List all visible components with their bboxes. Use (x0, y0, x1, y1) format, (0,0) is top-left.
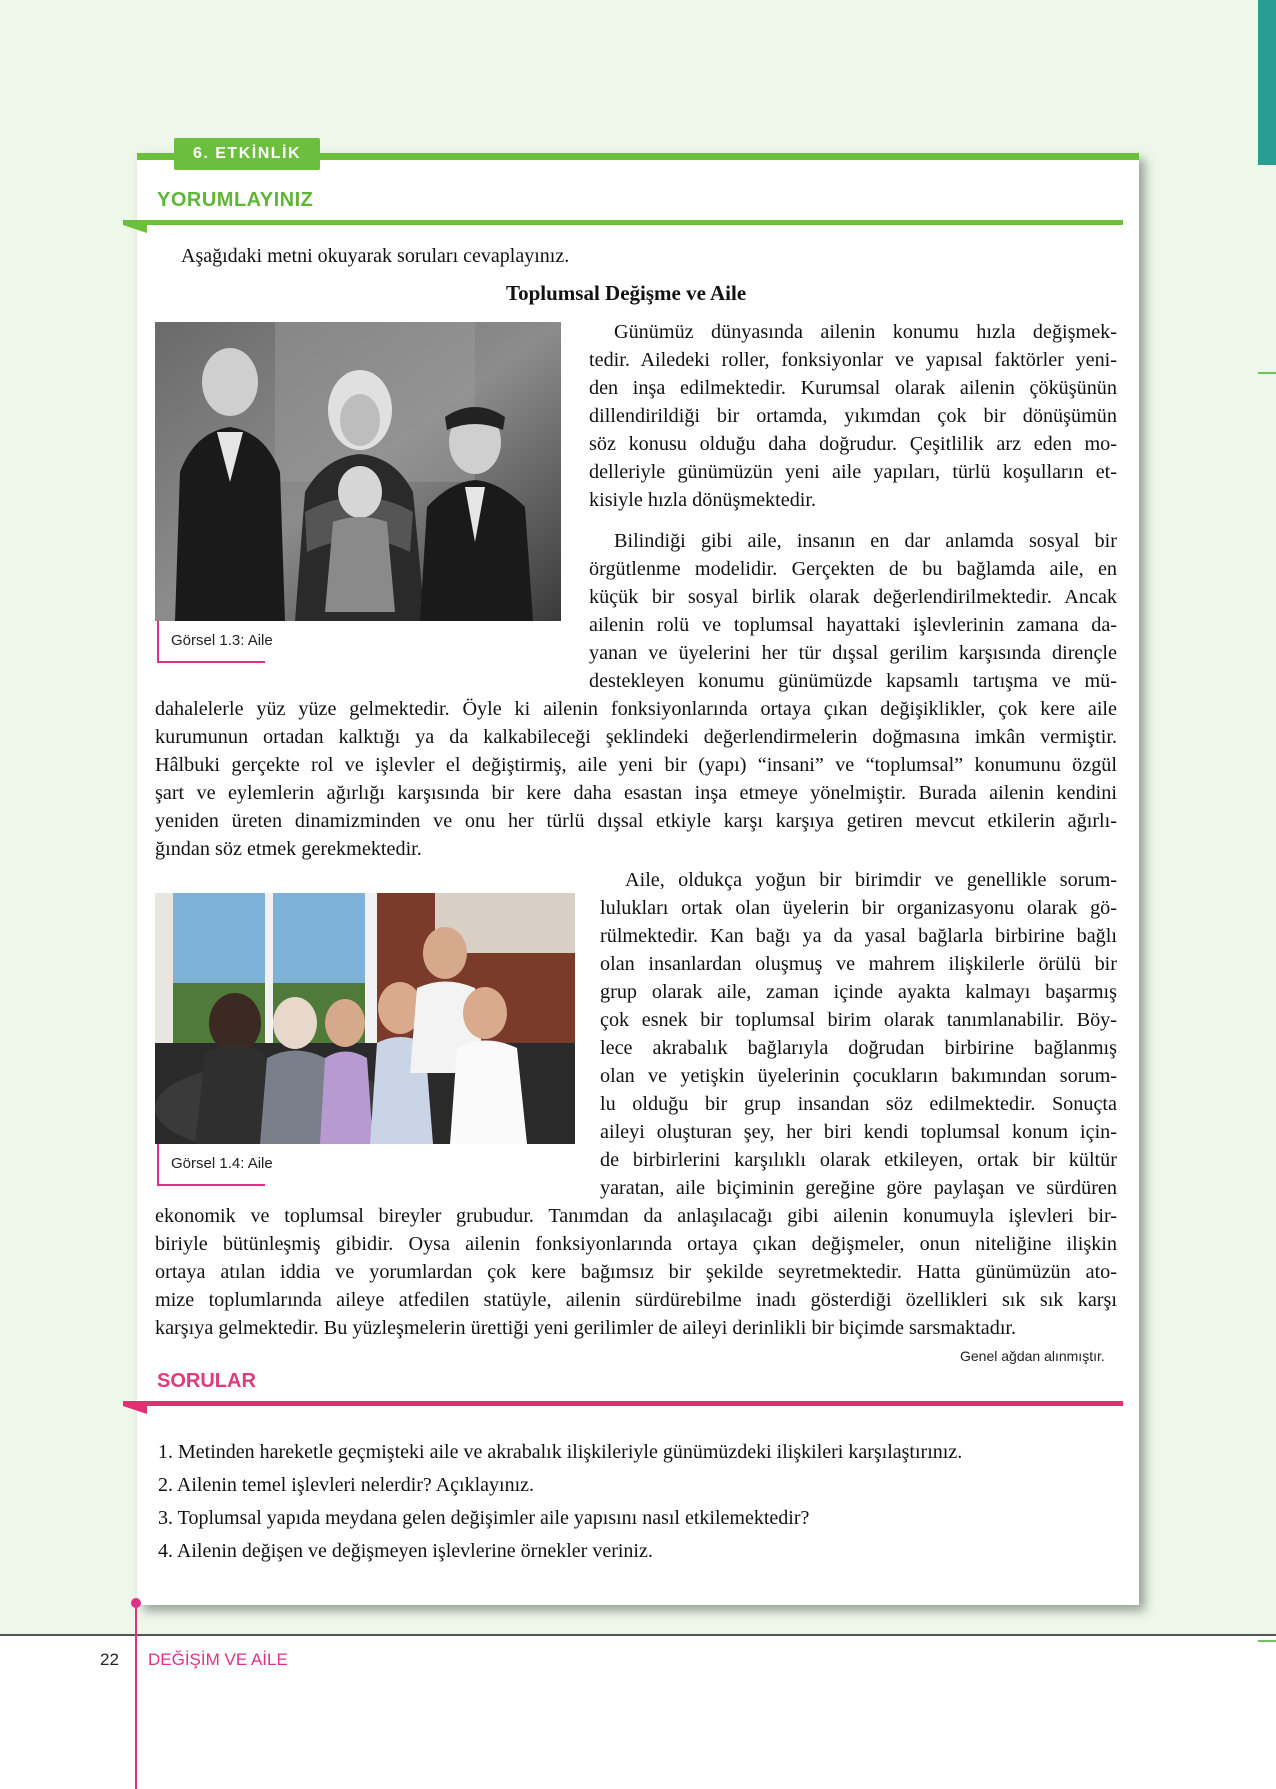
questions-rule (123, 1401, 1123, 1406)
text-line: yanan ve üyelerini her tür dışsal gerilim karşısında dirençle (589, 642, 1117, 664)
family-photo-modern (155, 893, 575, 1144)
text-line: den inşa edilmektedir. Kurumsal olarak ailenin çöküşünün (589, 377, 1117, 399)
photo-caption: Görsel 1.4: Aile (171, 1155, 273, 1172)
family-photo-old (155, 322, 561, 621)
article-title: Toplumsal Değişme ve Aile (506, 281, 747, 305)
activity-tab: 6. ETKİNLİK (174, 138, 320, 170)
text-line: dahalelerle yüz yüze gelmektedir. Öyle ki ailenin fonksiyonlarında ortaya çıkan değişiklikler, çok kere aile (155, 698, 1117, 720)
text-line: tedir. Ailedeki roller, fonksiyonlar ve yapısal faktörler yeni- (589, 349, 1117, 371)
chapter-title: DEĞİŞİM VE AİLE (148, 1650, 288, 1669)
source-note: Genel ağdan alınmıştır. (960, 1348, 1105, 1364)
text-line: ekonomik ve toplumsal bireyler grubudur. Tanımdan da anlaşılacağı gibi ailenin konumuyla işlevleri bir- (155, 1205, 1117, 1227)
text-line: lulukları ortak olan üyelerin bir organizasyonu olarak gö- (600, 897, 1117, 919)
caption-line (157, 661, 265, 663)
text-line: olan insanlardan oluşmuş ve mahrem ilişkilerle örülü bir (600, 953, 1117, 975)
question-item: 3. Toplumsal yapıda meydana gelen değişimler aile yapısını nasıl etkilemektedir? (158, 1507, 810, 1529)
question-item: 2. Ailenin temel işlevleri nelerdir? Açıklayınız. (158, 1474, 534, 1496)
questions-label: SORULAR (157, 1370, 256, 1392)
text-line: Aile, oldukça yoğun bir birimdir ve genellikle sorum- (625, 869, 1117, 891)
text-line: mize toplumlarında aileye atfedilen statüyle, ailenin sürdürebilme inadı gösterdiği özellikleri sık sık karşı (155, 1289, 1117, 1311)
edge-mark (1258, 372, 1276, 374)
text-line: örgütlenme modelidir. Gerçekten de bu bağlamda aile, en (589, 558, 1117, 580)
text-line: yeniden üreten dinamizminden ve onu her türlü dışsal etkiyle karşı karşıya getiren mevcut etkilerin ağırlı- (155, 810, 1117, 832)
text-line: lu olduğu bir grup insandan söz edilmektedir. Sonuçta (600, 1093, 1117, 1115)
text-line: söz konusu olduğu daha doğrudur. Çeşitlilik arz eden mo- (589, 433, 1117, 455)
text-line: ortaya atılan iddia ve yorumlardan çok kere bağımsız bir şekilde seyretmektedir. Hatta günümüzün ato- (155, 1261, 1117, 1283)
text-line: kurumunun ortadan kalktığı ya da kalkabileceği şeklindeki değerlendirmelerin doğmasına imkân vermiştir. (155, 726, 1117, 748)
text-line: dillendirildiği bir ortamda, yıkımdan çok bir dönüşümün (589, 405, 1117, 427)
section-label: YORUMLAYINIZ (157, 189, 314, 211)
question-item: 1. Metinden hareketle geçmişteki aile ve akrabalık ilişkileriyle günümüzdeki ilişkileri karşılaştırınız. (158, 1441, 963, 1463)
text-line: karşıya gelmektedir. Bu yüzleşmelerin ürettiği yeni gerilimler de aileyi derinlikli bir biçimde sarsmaktadır. (155, 1317, 1017, 1339)
text-line: ailenin rolü ve toplumsal hayattaki işlevlerinin zamana da- (589, 614, 1117, 636)
bottom-rule (0, 1634, 1276, 1636)
caption-line (157, 621, 159, 663)
text-line: olan ve yetişkin üyelerinin çocukların bakımından sorum- (600, 1065, 1117, 1087)
text-line: küçük bir sosyal birlik olarak değerlendirilmektedir. Ancak (589, 586, 1117, 608)
text-line: ğından söz etmek gerekmektedir. (155, 838, 422, 860)
text-line: de birbirlerini karşılıklı olarak etkileyen, ortak bir kültür (600, 1149, 1117, 1171)
text-line: yaratan, aile biçiminin gereğine göre paylaşan ve sürdüren (600, 1177, 1117, 1199)
footer-dot (131, 1598, 141, 1608)
text-line: Bilindiği gibi aile, insanın en dar anlamda sosyal bir (614, 530, 1117, 552)
question-item: 4. Ailenin değişen ve değişmeyen işlevlerine örnekler veriniz. (158, 1540, 653, 1562)
caption-line (157, 1184, 265, 1186)
text-line: grup olarak aile, zaman içinde ayakta kalmayı başarmış (600, 981, 1117, 1003)
text-line: kisiyle hızla dönüşmektedir. (589, 489, 817, 511)
footer-rule (135, 1602, 137, 1789)
text-line: rülmektedir. Kan bağı ya da yasal bağlarla birbirine bağlı (600, 925, 1117, 947)
text-line: biriyle bütünleşmiş gibidir. Oysa ailenin fonksiyonlarında ortaya çıkan değişmeler, onun niteliğine ilişkin (155, 1233, 1117, 1255)
text-line: lece akrabalık bağlarıyla doğrudan birbirine bağlanmış (600, 1037, 1117, 1059)
text-line: delleriyle günümüzün yeni aile yapıları, türlü koşulların et- (589, 461, 1117, 483)
text-line: Hâlbuki gerçekte rol ve işlevler el değiştirmiş, aile yeni bir (yapı) “insani” ve “toplumsal” konumunu özgül (155, 754, 1117, 776)
section-rule (123, 220, 1123, 225)
text-line: aileyi oluşturan şey, her biri kendi toplumsal konum için- (600, 1121, 1117, 1143)
text-line: çok esnek bir toplumsal birim olarak tanımlanabilir. Böy- (600, 1009, 1117, 1031)
caption-line (157, 1144, 159, 1186)
text-line: Günümüz dünyasında ailenin konumu hızla değişmek- (614, 321, 1117, 343)
instruction-text: Aşağıdaki metni okuyarak soruları cevaplayınız. (181, 245, 570, 267)
text-line: destekleyen konumu günümüzde kapsamlı tartışma ve mü- (589, 670, 1117, 692)
chapter-edge-tab (1258, 0, 1276, 165)
page-number: 22 (100, 1650, 119, 1669)
text-line: şart ve eylemlerin ağırlığı karşısında bir kere daha esastan inşa etmeye yönelmiştir. Burada ailenin kendini (155, 782, 1117, 804)
photo-caption: Görsel 1.3: Aile (171, 632, 273, 649)
edge-mark (1258, 1640, 1276, 1642)
